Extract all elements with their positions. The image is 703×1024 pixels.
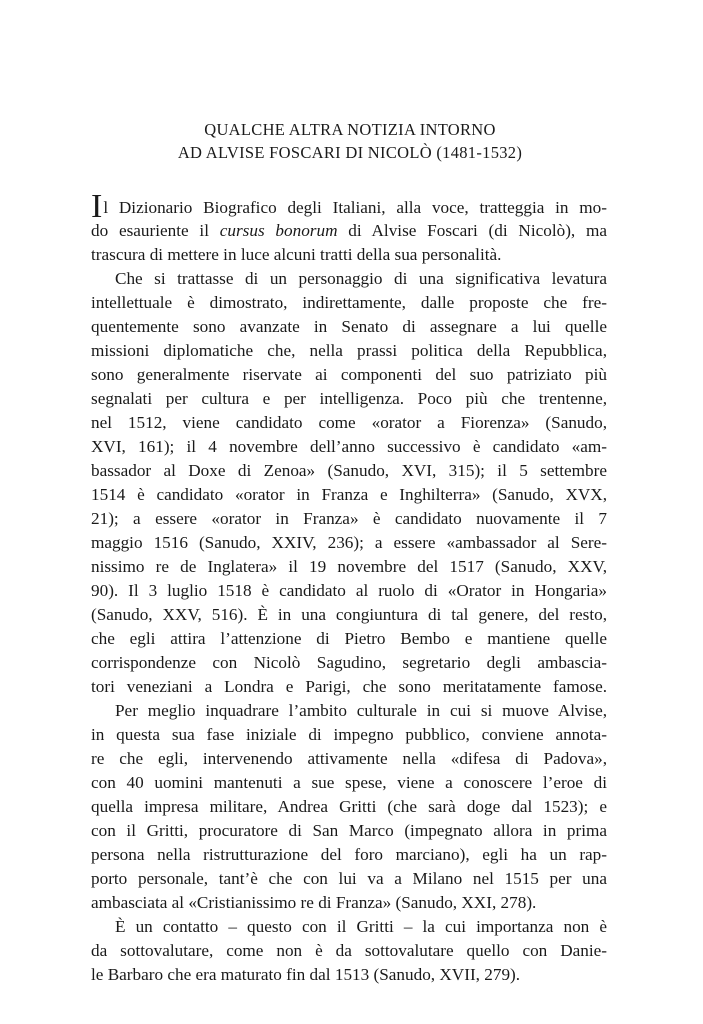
italic-term: cursus bonorum bbox=[219, 221, 338, 240]
text-line: nel 1512, viene candidato come «orator a Fiorenza» (Sanudo, bbox=[91, 413, 607, 432]
chapter-title-line-2: AD ALVISE FOSCARI DI NICOLÒ (1481-1532) bbox=[177, 143, 523, 162]
text-line: quentemente sono avanzate in Senato di assegnare a lui quelle bbox=[91, 317, 607, 336]
text-line: È un contatto – questo con il Gritti – la cui importanza non è bbox=[115, 917, 607, 936]
text-line: nissimo re de Inglatera» il 19 novembre del 1517 (Sanudo, XXV, bbox=[91, 557, 607, 576]
text-line: Per meglio inquadrare l’ambito culturale in cui si muove Alvise, bbox=[115, 701, 607, 720]
text-line: porto personale, tant’è che con lui va a Milano nel 1515 per una bbox=[91, 869, 607, 888]
text-line: che egli attira l’attenzione di Pietro Bembo e mantiene quelle bbox=[91, 629, 607, 648]
text-line: tori veneziani a Londra e Parigi, che sono meritatamente famose. bbox=[91, 677, 607, 696]
text-line: da sottovalutare, come non è da sottovalutare quello con Danie- bbox=[91, 941, 607, 960]
chapter-title-line-1: QUALCHE ALTRA NOTIZIA INTORNO bbox=[204, 120, 496, 139]
text-line: segnalati per cultura e per intelligenza. Poco più che trentenne, bbox=[91, 389, 607, 408]
text-line: re che egli, intervenendo attivamente nella «difesa di Padova», bbox=[91, 749, 607, 768]
text-line: con il Gritti, procuratore di San Marco (impegnato allora in prima bbox=[91, 821, 607, 840]
text-line: Il Dizionario Biografico degli Italiani, alla voce, tratteggia in mo- bbox=[91, 188, 607, 225]
text-line: missioni diplomatiche che, nella prassi politica della Repubblica, bbox=[91, 341, 607, 360]
text-line: intellettuale è dimostrato, indirettamente, dalle proposte che fre- bbox=[91, 293, 607, 312]
text-line: Che si trattasse di un personaggio di una significativa levatura bbox=[115, 269, 607, 288]
text-line: bassador al Doxe di Zenoa» (Sanudo, XVI, 315); il 5 settembre bbox=[91, 461, 607, 480]
text-line: persona nella ristrutturazione del foro marciano), egli ha un rap- bbox=[91, 845, 607, 864]
text-line: 1514 è candidato «orator in Franza e Inghilterra» (Sanudo, XVX, bbox=[91, 485, 607, 504]
text-line: do esauriente il cursus bonorum di Alvise Foscari (di Nicolò), ma bbox=[91, 221, 608, 240]
text-line: maggio 1516 (Sanudo, XXIV, 236); a essere «ambassador al Sere- bbox=[91, 533, 607, 552]
text-line: sono generalmente riservate ai componenti del suo patriziato più bbox=[91, 365, 607, 384]
text-line: corrispondenze con Nicolò Sagudino, segretario degli ambascia- bbox=[91, 653, 607, 672]
text-line: ambasciata al «Cristianissimo re di Franza» (Sanudo, XXI, 278). bbox=[91, 893, 537, 912]
text-line: (Sanudo, XXV, 516). È in una congiuntura di tal genere, del resto, bbox=[91, 605, 607, 624]
text-line: le Barbaro che era maturato fin dal 1513 (Sanudo, XVII, 279). bbox=[91, 965, 521, 984]
text-line: 90). Il 3 luglio 1518 è candidato al ruolo di «Orator in Hongaria» bbox=[91, 581, 607, 600]
text-line: quella impresa militare, Andrea Gritti (che sarà doge dal 1523); e bbox=[91, 797, 607, 816]
text-line: XVI, 161); il 4 novembre dell’anno successivo è candidato «am- bbox=[91, 437, 607, 456]
text-line: in questa sua fase iniziale di impegno pubblico, conviene annota- bbox=[91, 725, 607, 744]
text-line: trascura di mettere in luce alcuni tratti della sua personalità. bbox=[91, 245, 502, 264]
text-line: con 40 uomini mantenuti a sue spese, viene a conoscere l’eroe di bbox=[91, 773, 607, 792]
drop-cap: I bbox=[91, 188, 103, 225]
text-line: 21); a essere «orator in Franza» è candidato nuovamente il 7 bbox=[91, 509, 607, 528]
